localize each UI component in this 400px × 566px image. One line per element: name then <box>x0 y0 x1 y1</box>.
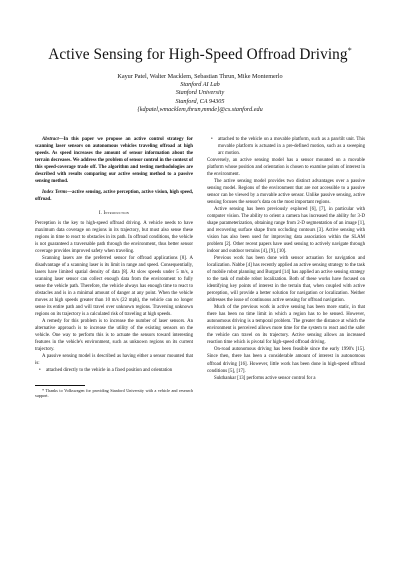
paragraph: Conversely, an active sensing model has a sensor mounted on a movable platform whose position and orientation is chosen to examine points of interest in the environment. <box>207 158 365 178</box>
paragraph: Much of the previous work in active sensing has been more static, in that there has been no time limit in which a region has to be sensed. However, autonomous driving is a temporal problem. The greater the distance at which the environment is perceived allows more time for the system to react and the safer the vehicle can travel on its trajectory. Active sensing allows an increased reaction time which is pivotal for high-speed offroad driving. <box>207 305 365 346</box>
paragraph: Sukthankar [13] performs active sensor control for a <box>214 375 316 381</box>
section-heading-introduction: I. Introduction <box>98 211 130 217</box>
affiliation-address: Stanford, CA 94305 <box>175 97 225 105</box>
paper-title <box>0 46 400 64</box>
footnote-divider <box>35 385 85 386</box>
paragraph: Perception is the key to high-speed offroad driving. A vehicle needs to have maximum data coverage on regions in its trajectory, but must also sense these regions in time to react to obstacles in its path. In offroad conditions, the vehicle is not guaranteed a traversable path through the environment, thus better sensor coverage provides improved safety when traveling. <box>35 221 193 255</box>
paragraph: On-road autonomous driving has been feasible since the early 1990's [15]. Since then, there has been a considerable amount of interest in autonomous offroad driving [16]. However, little work has been done in high-speed offroad conditions [5], [17]. <box>207 347 365 374</box>
paragraph: Active sensing has been previously explored [6], [7], in particular with computer vision. The ability to orient a camera has increased the ability for 3-D shape parameterization, obtaining range from 2-D segmentation of an image [1], and recovering surface shape from occluding contours [3]. Active sensing with vision has also been used for improving data association within the SLAM problem [2]. Other recent papers have used sensing to actively navigate through indoor and outdoor terrains [4], [9], [10]. <box>207 207 365 255</box>
affiliation-emails: {kdpatel,wmacklem,thrun,mmde}@cs.stanford.edu <box>137 105 263 113</box>
right-column <box>207 136 365 382</box>
left-column <box>35 136 193 398</box>
list-item-text: attached to the vehicle on a movable platform, such as a pan/tilt unit. This movable platform is actuated in a pre-defined motion, such as a sweeping arc motion. <box>218 137 365 157</box>
author-names: Kayur Patel, Walter Macklem, Sebastian Thrun, Mike Montemerlo <box>117 73 283 80</box>
footnote: * Thanks to Volkswagen for providing Stanford University with a vehicle and research support. <box>35 387 193 398</box>
index-terms-label: Index Terms <box>42 190 68 196</box>
list-item-text: attached directly to the vehicle in a fixed position and orientation <box>46 368 173 374</box>
bullet-icon: • <box>211 137 213 142</box>
paragraph: A remedy for this problem is to increase the number of laser sensors. An alternative approach is to increase the utility of the existing sensors on the vehicle. One way to perform this is to actuate the sensors toward interesting features in the vehicle's environment, such as unknown regions on its current trajectory. <box>35 319 193 353</box>
list-item <box>207 136 365 157</box>
abstract-label: Abstract <box>42 137 59 142</box>
affiliation-university: Stanford University <box>175 89 225 97</box>
paragraph: Previous work has been done with sensor actuation for navigation and localization. Nabbe [4] has recently applied an active sensing strategy to the task of mobile robot planning and Burgard [14] has applied an active sensing strategy to the task of mobile robot localization. Both of these works have focused on identifying key points of interest in the terrain that, when coupled with active perception, will provide a better solution for navigation or localization. Neither addresses the issue of continuous active sensing for offroad navigation. <box>207 256 365 304</box>
affiliation-lab: Stanford AI Lab <box>180 81 220 89</box>
abstract-text: —In this paper we propose an active control strategy for scanning laser sensors on autonomous vehicles traveling offroad at high speeds. As speed increases the amount of sensor information about the terrain decreases. We address the problem of sensor control in the context of this speed-coverage trade off. The algorithm and testing methodologies are described with results comparing our active sensing method to a passive sensing method. <box>35 137 193 185</box>
author-block <box>0 73 400 114</box>
paragraph: A passive sensing model is described as having either a sensor mounted that is: <box>35 354 193 367</box>
bullet-list <box>207 136 365 157</box>
bullet-list <box>35 367 193 374</box>
paragraph: The active sensing model provides two distinct advantages over a passive sensing model. Regions of the environment that are not accessible to a passive sensor can be viewed by a movable active sensor. Unlike passive sensing, active sensing focuses the sensor's data on the most important regions. <box>207 179 365 206</box>
paragraph: Scanning lasers are the preferred sensor for offroad applications [8]. A disadvantage of a scanning laser is its limit in range and speed. Consequentially, lasers have limited spatial density of data [8]. At slow speeds under 5 m/s, a scanning laser sensor can collect enough data from the environment to fully sense the vehicle path. Therefore, the vehicle always has enough time to react to obstacles and is in a minimal amount of danger at any point. When the vehicle moves at high speeds greater than 10 m/s (22 mph), the vehicle can no longer sense its entire path and will travel over unknown regions. Traversing unknown regions on its trajectory is a calculated risk of traveling at high speeds. <box>35 256 193 318</box>
bullet-icon: • <box>39 368 41 374</box>
title-text: Active Sensing for High-Speed Offroad Driving <box>48 46 348 64</box>
index-terms-text: —active sensing, active perception, active vision, high speed, offroad. <box>35 190 193 203</box>
abstract <box>35 136 193 185</box>
index-terms <box>35 189 193 203</box>
list-item <box>35 367 193 374</box>
title-footnote-mark: * <box>347 46 352 55</box>
